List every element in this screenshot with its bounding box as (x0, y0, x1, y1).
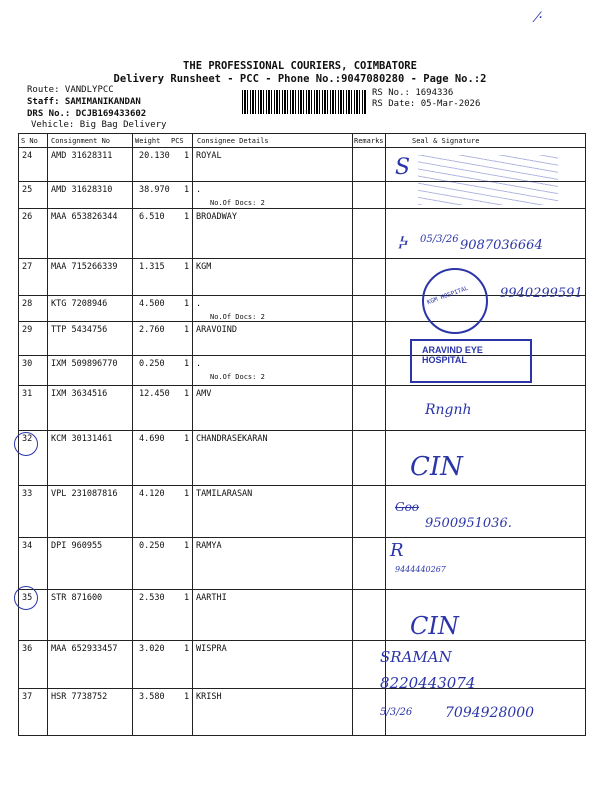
row-consignee: CHANDRASEKARAN (196, 434, 268, 444)
row-weight: 1.315 (139, 262, 165, 272)
row-separator (18, 321, 586, 322)
kgm-round-stamp (422, 268, 488, 334)
faded-stamp (418, 155, 558, 205)
row-pcs: 1 (184, 151, 190, 161)
row-pcs: 1 (184, 212, 190, 222)
phone-33: 9500951036. (425, 516, 512, 531)
row-weight: 4.690 (139, 434, 165, 444)
row-consignee: ARAVOIND (196, 325, 237, 335)
route-label: Route: VANDLYPCC (27, 85, 114, 95)
row-separator (18, 688, 586, 689)
phone-34: 9444440267 (395, 565, 446, 574)
row-sno: 26 (22, 212, 33, 222)
col-divider (132, 133, 133, 735)
row-consignment: KTG 7208946 (51, 299, 108, 309)
corner-pen-mark: ⁄· (536, 10, 543, 26)
phone-26: 9087036664 (460, 238, 543, 253)
table-right-border (585, 133, 586, 735)
row-consignment: MAA 715266339 (51, 262, 118, 272)
col-divider (47, 133, 48, 735)
date-37: 5/3/26 (380, 707, 413, 718)
row-consignment: DPI 960955 (51, 541, 103, 551)
row-pcs: 1 (184, 644, 190, 654)
row-sno: 35 (22, 593, 33, 603)
company-title: THE PROFESSIONAL COURIERS, COIMBATORE (183, 60, 417, 72)
signature-32: CIN (410, 452, 463, 482)
stamp-text: ARAVIND EYE HOSPITAL (422, 345, 483, 365)
phone-28: 9940299591 (500, 286, 583, 301)
row-consignee: RAMYA (196, 541, 222, 551)
row-consignee: TAMILARASAN (196, 489, 253, 499)
row-consignment: KCM 30131461 (51, 434, 113, 444)
row-pcs: 1 (184, 185, 190, 195)
col-header-pcs: PCS (171, 137, 184, 145)
row-sno: 24 (22, 151, 33, 161)
table-header-border (18, 147, 586, 148)
row-sno: 32 (22, 434, 33, 444)
row-pcs: 1 (184, 489, 190, 499)
row-weight: 20.130 (139, 151, 170, 161)
row-consignee: KGM (196, 262, 212, 272)
row-pcs: 1 (184, 359, 190, 369)
col-header-consignment: Consignment No (51, 137, 111, 145)
date-26: 05/3/26 (420, 234, 459, 245)
row-pcs: 1 (184, 434, 190, 444)
row-consignee: . (196, 185, 202, 195)
col-header-remarks: Remarks (354, 137, 384, 145)
row-consignment: AMD 31628310 (51, 185, 113, 195)
row-pcs: 1 (184, 299, 190, 309)
aravind-stamp (410, 339, 532, 383)
row-consignee: KRISH (196, 692, 222, 702)
row-docs: No.Of Docs: 2 (210, 313, 265, 321)
row-pcs: 1 (184, 692, 190, 702)
row-weight: 3.020 (139, 644, 165, 654)
phone-36: 8220443074 (380, 674, 476, 692)
row-consignment: VPL 231087816 (51, 489, 118, 499)
signature-26: Ⰽ (398, 232, 408, 251)
row-weight: 4.500 (139, 299, 165, 309)
row-weight: 3.580 (139, 692, 165, 702)
stamp-text: KGM HOSPITAL (426, 284, 470, 307)
row-sno: 25 (22, 185, 33, 195)
row-consignee: AMV (196, 389, 212, 399)
row-consignee: BROADWAY (196, 212, 237, 222)
signature-24: S (395, 155, 411, 180)
row-pcs: 1 (184, 325, 190, 335)
row-weight: 38.970 (139, 185, 170, 195)
row-separator (18, 485, 586, 486)
col-header-seal-signature: Seal & Signature (412, 137, 480, 145)
row-sno: 29 (22, 325, 33, 335)
signature-31: Rngnh (425, 402, 472, 418)
row-sno: 34 (22, 541, 33, 551)
row-consignee: . (196, 299, 202, 309)
signature-33: Goo (395, 500, 420, 514)
row-docs: No.Of Docs: 2 (210, 199, 265, 207)
row-weight: 6.510 (139, 212, 165, 222)
row-weight: 0.250 (139, 541, 165, 551)
col-header-weight: Weight (135, 137, 161, 145)
signature-36: SRAMAN (380, 648, 452, 666)
row-sno: 30 (22, 359, 33, 369)
rs-date: RS Date: 05-Mar-2026 (372, 99, 481, 109)
row-weight: 4.120 (139, 489, 165, 499)
col-divider (192, 133, 193, 735)
row-consignment: STR 871600 (51, 593, 103, 603)
col-header-consignee: Consignee Details (197, 137, 269, 145)
signature-34: R (390, 540, 404, 561)
row-consignment: TTP 5434756 (51, 325, 108, 335)
circle-mark (14, 586, 38, 610)
row-consignment: MAA 652933457 (51, 644, 118, 654)
row-consignment: HSR 7738752 (51, 692, 108, 702)
row-weight: 2.760 (139, 325, 165, 335)
row-pcs: 1 (184, 262, 190, 272)
row-separator (18, 735, 586, 736)
row-weight: 0.250 (139, 359, 165, 369)
row-consignee: ROYAL (196, 151, 222, 161)
row-pcs: 1 (184, 389, 190, 399)
row-sno: 33 (22, 489, 33, 499)
row-separator (18, 537, 586, 538)
row-weight: 2.530 (139, 593, 165, 603)
barcode (242, 90, 367, 114)
row-consignee: WISPRA (196, 644, 227, 654)
row-docs: No.Of Docs: 2 (210, 373, 265, 381)
row-consignee: AARTHI (196, 593, 227, 603)
row-pcs: 1 (184, 593, 190, 603)
col-header-sno: S No (21, 137, 38, 145)
signature-35: CIN (410, 612, 459, 640)
circle-mark (14, 432, 38, 456)
row-sno: 27 (22, 262, 33, 272)
rs-number: RS No.: 1694336 (372, 88, 454, 98)
row-consignment: MAA 653826344 (51, 212, 118, 222)
row-weight: 12.450 (139, 389, 170, 399)
table-top-border (18, 133, 586, 134)
row-sno: 28 (22, 299, 33, 309)
row-separator (18, 640, 586, 641)
row-sno: 31 (22, 389, 33, 399)
row-consignment: AMD 31628311 (51, 151, 113, 161)
row-pcs: 1 (184, 541, 190, 551)
col-divider (352, 133, 353, 735)
row-sno: 37 (22, 692, 33, 702)
row-consignee: . (196, 359, 202, 369)
vehicle-label: Vehicle: Big Bag Delivery (31, 120, 167, 130)
row-consignment: IXM 3634516 (51, 389, 108, 399)
row-sno: 36 (22, 644, 33, 654)
phone-37: 7094928000 (445, 705, 535, 721)
drs-label: DRS No.: DCJB169433602 (27, 109, 147, 119)
row-separator (18, 430, 586, 431)
row-separator (18, 208, 586, 209)
runsheet-title: Delivery Runsheet - PCC - Phone No.:9047080280 - Page No.:2 (113, 73, 487, 85)
staff-label: Staff: SAMIMANIKANDAN (27, 97, 141, 107)
row-separator (18, 385, 586, 386)
col-divider (385, 133, 386, 735)
row-separator (18, 589, 586, 590)
row-separator (18, 258, 586, 259)
row-consignment: IXM 509896770 (51, 359, 118, 369)
